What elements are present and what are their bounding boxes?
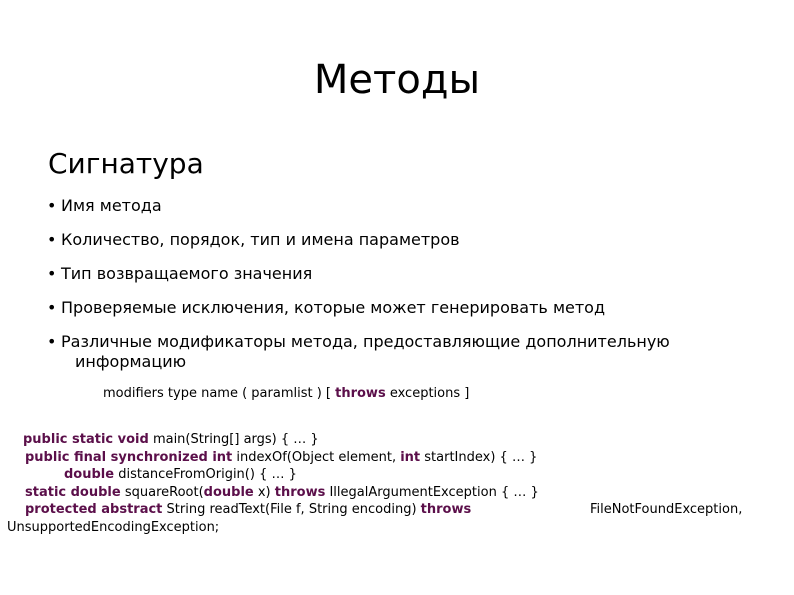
code-keyword: double	[203, 484, 254, 500]
bullet-list	[46, 196, 746, 386]
code-keyword: int	[400, 449, 421, 465]
section-heading: Сигнатура	[48, 147, 204, 180]
code-line	[0, 466, 794, 484]
signature-keyword: throws	[335, 386, 386, 401]
code-text: IllegalArgumentException { … }	[325, 484, 539, 500]
code-keyword: protected abstract	[25, 502, 163, 517]
bullet-marker: •	[47, 196, 57, 215]
code-text: String readText(File f, String encoding)	[162, 502, 421, 517]
code-text: main(String[] args) { … }	[148, 432, 319, 447]
code-keyword: public final synchronized int	[25, 449, 233, 465]
code-line	[0, 431, 794, 449]
bullet-text: Различные модификаторы метода, предоставляющие дополнительную	[61, 332, 670, 351]
method-signature-template	[103, 385, 469, 402]
slide-title: Методы	[313, 57, 481, 103]
code-keyword: throws	[274, 484, 326, 500]
code-line	[0, 449, 794, 467]
code-keyword: public static void	[23, 432, 149, 447]
bullet-item	[46, 264, 746, 284]
bullet-text: Проверяемые исключения, которые может генерировать метод	[61, 298, 606, 317]
bullet-item	[46, 230, 746, 250]
code-text: indexOf(Object element,	[232, 449, 401, 465]
code-line	[0, 484, 794, 502]
code-line	[0, 519, 794, 537]
code-text: UnsupportedEncodingException;	[7, 519, 220, 535]
code-keyword: static double	[25, 484, 121, 500]
code-text: squareRoot(	[120, 484, 204, 500]
bullet-text: Имя метода	[61, 196, 162, 215]
bullet-item	[46, 332, 746, 372]
code-line	[0, 501, 794, 519]
signature-text: exceptions ]	[385, 386, 470, 401]
code-keyword: throws	[420, 502, 472, 517]
bullet-text-continuation: информацию	[75, 352, 187, 371]
code-examples	[0, 431, 794, 536]
bullet-marker: •	[47, 230, 57, 249]
bullet-marker: •	[47, 332, 57, 351]
bullet-item	[46, 196, 746, 216]
bullet-marker: •	[47, 298, 57, 317]
code-keyword: double	[64, 467, 115, 482]
bullet-item	[46, 298, 746, 318]
code-text: distanceFromOrigin() { … }	[114, 467, 297, 482]
code-text: startIndex) { … }	[420, 449, 538, 465]
bullet-text: Тип возвращаемого значения	[61, 264, 313, 283]
bullet-marker: •	[47, 264, 57, 283]
bullet-text: Количество, порядок, тип и имена параметров	[61, 230, 460, 249]
code-text: x)	[253, 484, 275, 500]
code-text: FileNotFoundException,	[590, 502, 743, 517]
signature-text: modifiers type name ( paramlist ) [	[103, 386, 336, 401]
